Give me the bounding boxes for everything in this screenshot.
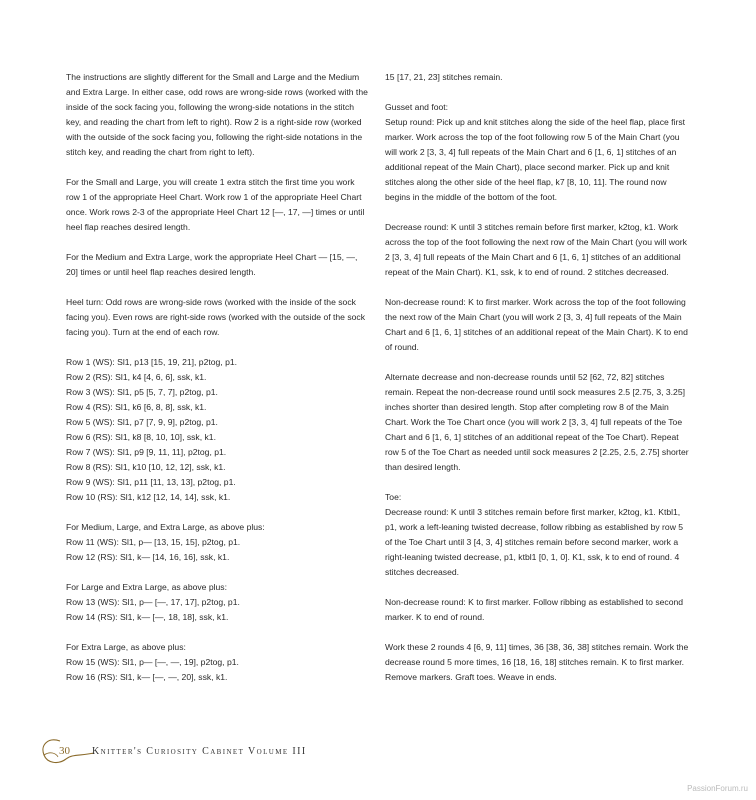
mlxl-heading: For Medium, Large, and Extra Large, as above plus: [66, 522, 265, 532]
setup-round-paragraph: Setup round: Pick up and knit stitches along the side of the heel flap, place first marker. Work across the top of the foot following row 5 of the Main Chart (you will work 2 [3, 3, 4] full repeats of the Main Chart and 6 [1, 6, 1] stitches of an additional repeat of the Main Chart), place second marker. Pick up and knit stitches along the other side of the heel flap, k7 [8, 10, 11]. The round now begins in the middle of the bottom of the foot. [385, 117, 686, 202]
decrease-round-paragraph: Decrease round: K until 3 stitches remain before first marker, k2tog, k1. Work across the top of the foot following the next row of the Main Chart (you will work 2 [3, 3, 4] full repeats of the Main Chart and 6 [1, 6, 1] stitches of an additional repeat of the Main Chart). K1, ssk, k to end of round. 2 stitches decreased. [385, 222, 687, 277]
intro-paragraph: The instructions are slightly different for the Small and Large and the Medium and Extra Large. In either case, odd rows are wrong-side rows (worked with the inside of the sock facing you, following the wrong-side notations in the stitch key, and reading the chart from left to right). Row 2 is a right-side row (worked with the outside of the sock facing you, following the right-side notations in the stitch key, and reading the chart from right to left). [66, 72, 368, 157]
stitches-remain: 15 [17, 21, 23] stitches remain. [385, 72, 503, 82]
lxl-heading: For Large and Extra Large, as above plus: [66, 582, 227, 592]
toe-non-decrease-paragraph: Non-decrease round: K to first marker. Follow ribbing as established to second marker. K to end of round. [385, 597, 684, 622]
right-column [385, 70, 691, 685]
heel-row: Row 11 (WS): Sl1, p— [13, 15, 15], p2tog, p1. [66, 537, 241, 547]
alternate-rounds-paragraph: Alternate decrease and non-decrease rounds until 52 [62, 72, 82] stitches remain. Repeat the non-decrease round until sock measures 2.5 [2.75, 3, 3.25] inches shorter than desired length. Stop after completing row 8 of the Main Chart. Work the Toe Chart once (you will work 2 [3, 3, 4] full repeats of the Toe Chart and 6 [1, 6, 1] stitches of an additional repeat of the Toe Chart). Repeat row 5 of the Toe Chart as needed until sock measures 2 [2.25, 2.5, 2.75] shorter than desired length. [385, 372, 689, 472]
toe-decrease-paragraph: Decrease round: K until 3 stitches remain before first marker, k2tog, k1. Ktbl1, p1, work a left-leaning twisted decrease, follow ribbing as established by row 5 of the Toe Chart until 3 [4, 3, 4] stitches remain before second marker, work a right-leaning twisted decrease, p1, ktbl1 [0, 1, 0]. K1, ssk, k to end of round. 4 stitches decreased. [385, 507, 684, 577]
heel-rows [66, 355, 370, 505]
watermark: PassionForum.ru [687, 784, 748, 793]
heel-row: Row 14 (RS): Sl1, k— [—, 18, 18], ssk, k1. [66, 612, 229, 622]
gusset-heading: Gusset and foot: [385, 102, 449, 112]
heel-row: Row 6 (RS): Sl1, k8 [8, 10, 10], ssk, k1. [66, 432, 216, 442]
left-column [66, 70, 370, 685]
xl-heading: For Extra Large, as above plus: [66, 642, 186, 652]
heel-row: Row 16 (RS): Sl1, k— [—, —, 20], ssk, k1. [66, 672, 228, 682]
heel-turn-paragraph: Heel turn: Odd rows are wrong-side rows (worked with the inside of the sock facing you). Even rows are right-side rows (worked with the outside of the sock facing you). Turn at the end of each row. [66, 297, 366, 337]
heel-row: Row 5 (WS): Sl1, p7 [7, 9, 9], p2tog, p1. [66, 417, 218, 427]
medium-xl-paragraph: For the Medium and Extra Large, work the appropriate Heel Chart — [15, —, 20] times or until heel flap reaches desired length. [66, 252, 358, 277]
heel-row: Row 1 (WS): Sl1, p13 [15, 19, 21], p2tog, p1. [66, 357, 238, 367]
heel-row: Row 2 (RS): Sl1, k4 [4, 6, 6], ssk, k1. [66, 372, 207, 382]
heel-row: Row 4 (RS): Sl1, k6 [6, 8, 8], ssk, k1. [66, 402, 207, 412]
non-decrease-round-paragraph: Non-decrease round: K to first marker. Work across the top of the foot following the next row of the Main Chart (you will work 2 [3, 3, 4] full repeats of the Main Chart and 6 [1, 6, 1] stitches of an additional repeat of the Main Chart). K to end of round. [385, 297, 688, 352]
toe-heading: Toe: [385, 492, 402, 502]
heel-row: Row 7 (WS): Sl1, p9 [9, 11, 11], p2tog, p1. [66, 447, 227, 457]
small-large-paragraph: For the Small and Large, you will create 1 extra stitch the first time you work row 1 of the appropriate Heel Chart. Work row 1 of the appropriate Heel Chart once. Work rows 2-3 of the appropriate Heel Chart 12 [—, 17, —] times or until heel flap reaches desired length. [66, 177, 365, 232]
heel-row: Row 9 (WS): Sl1, p11 [11, 13, 13], p2tog, p1. [66, 477, 236, 487]
book-title: Knitter's Curiosity Cabinet Volume III [92, 746, 307, 757]
page-footer [36, 735, 356, 769]
heel-row: Row 15 (WS): Sl1, p— [—, —, 19], p2tog, p1. [66, 657, 239, 667]
heel-row: Row 12 (RS): Sl1, k— [14, 16, 16], ssk, k1. [66, 552, 230, 562]
heel-row: Row 3 (WS): Sl1, p5 [5, 7, 7], p2tog, p1. [66, 387, 218, 397]
finish-paragraph: Work these 2 rounds 4 [6, 9, 11] times, 36 [38, 36, 38] stitches remain. Work the decrease round 5 more times, 16 [18, 16, 18] stitches remain. K to first marker. Remove markers. Graft toes. Weave in ends. [385, 642, 689, 682]
heel-row: Row 13 (WS): Sl1, p— [—, 17, 17], p2tog, p1. [66, 597, 240, 607]
heel-row: Row 8 (RS): Sl1, k10 [10, 12, 12], ssk, k1. [66, 462, 226, 472]
page-number: 30 [59, 745, 70, 757]
heel-row: Row 10 (RS): Sl1, k12 [12, 14, 14], ssk, k1. [66, 492, 231, 502]
